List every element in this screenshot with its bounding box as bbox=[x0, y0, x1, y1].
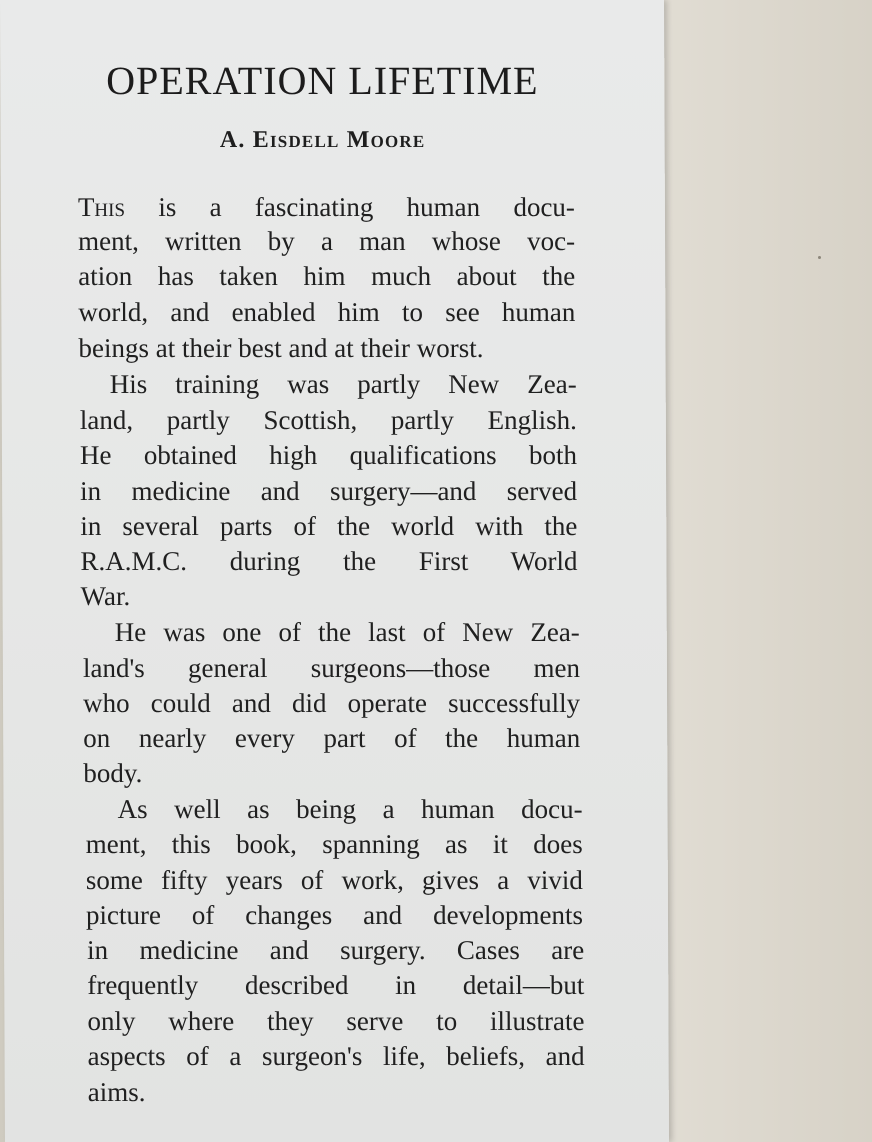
blurb-line: in several parts of the world with the bbox=[80, 511, 578, 541]
blurb-line: picture of changes and developments bbox=[85, 900, 584, 930]
blurb-line: land, partly Scottish, partly English. bbox=[79, 405, 577, 435]
blurb-line: R.A.M.C. during the First World bbox=[80, 546, 578, 576]
blurb-line: in medicine and surgery. Cases are bbox=[87, 935, 585, 965]
blurb-line: land's general surgeons—those men bbox=[82, 653, 580, 683]
blurb-line: ation has taken him much about the bbox=[78, 261, 576, 291]
blurb-line: As well as being a human docu- bbox=[117, 794, 583, 824]
blurb-line: War. bbox=[80, 581, 131, 611]
blurb-line: ment, written by a man whose voc- bbox=[77, 226, 576, 256]
blurb-line: body. bbox=[83, 758, 143, 788]
book-author: A. Eisdell Moore bbox=[219, 127, 426, 153]
blurb-line: some fifty years of work, gives a vivid bbox=[85, 865, 583, 895]
blurb-line: world, and enabled him to see human bbox=[78, 297, 576, 327]
blurb-line: frequently described in detail—but bbox=[87, 970, 585, 1000]
blurb-line: aspects of a surgeon's life, beliefs, and bbox=[87, 1041, 585, 1071]
surface-speck bbox=[818, 256, 821, 259]
blurb-line: in medicine and surgery—and served bbox=[80, 476, 578, 506]
blurb-line: He was one of the last of New Zea- bbox=[114, 617, 580, 647]
blurb-line: aims. bbox=[87, 1077, 146, 1107]
blurb-line: He obtained high qualifications both bbox=[79, 440, 578, 470]
blurb-line: beings at their best and at their worst. bbox=[78, 333, 484, 363]
blurb-line: His training was partly New Zea- bbox=[109, 369, 577, 399]
blurb-line: on nearly every part of the human bbox=[83, 723, 581, 753]
blurb-line: ment, this book, spanning as it does bbox=[85, 829, 583, 859]
blurb-line: who could and did operate successfully bbox=[83, 688, 581, 718]
book-title: OPERATION LIFETIME bbox=[106, 58, 539, 103]
blurb-lead-word: This bbox=[77, 192, 126, 222]
blurb-line: This is a fascinating human docu- bbox=[77, 192, 575, 222]
blurb-line: only where they serve to illustrate bbox=[87, 1006, 585, 1036]
